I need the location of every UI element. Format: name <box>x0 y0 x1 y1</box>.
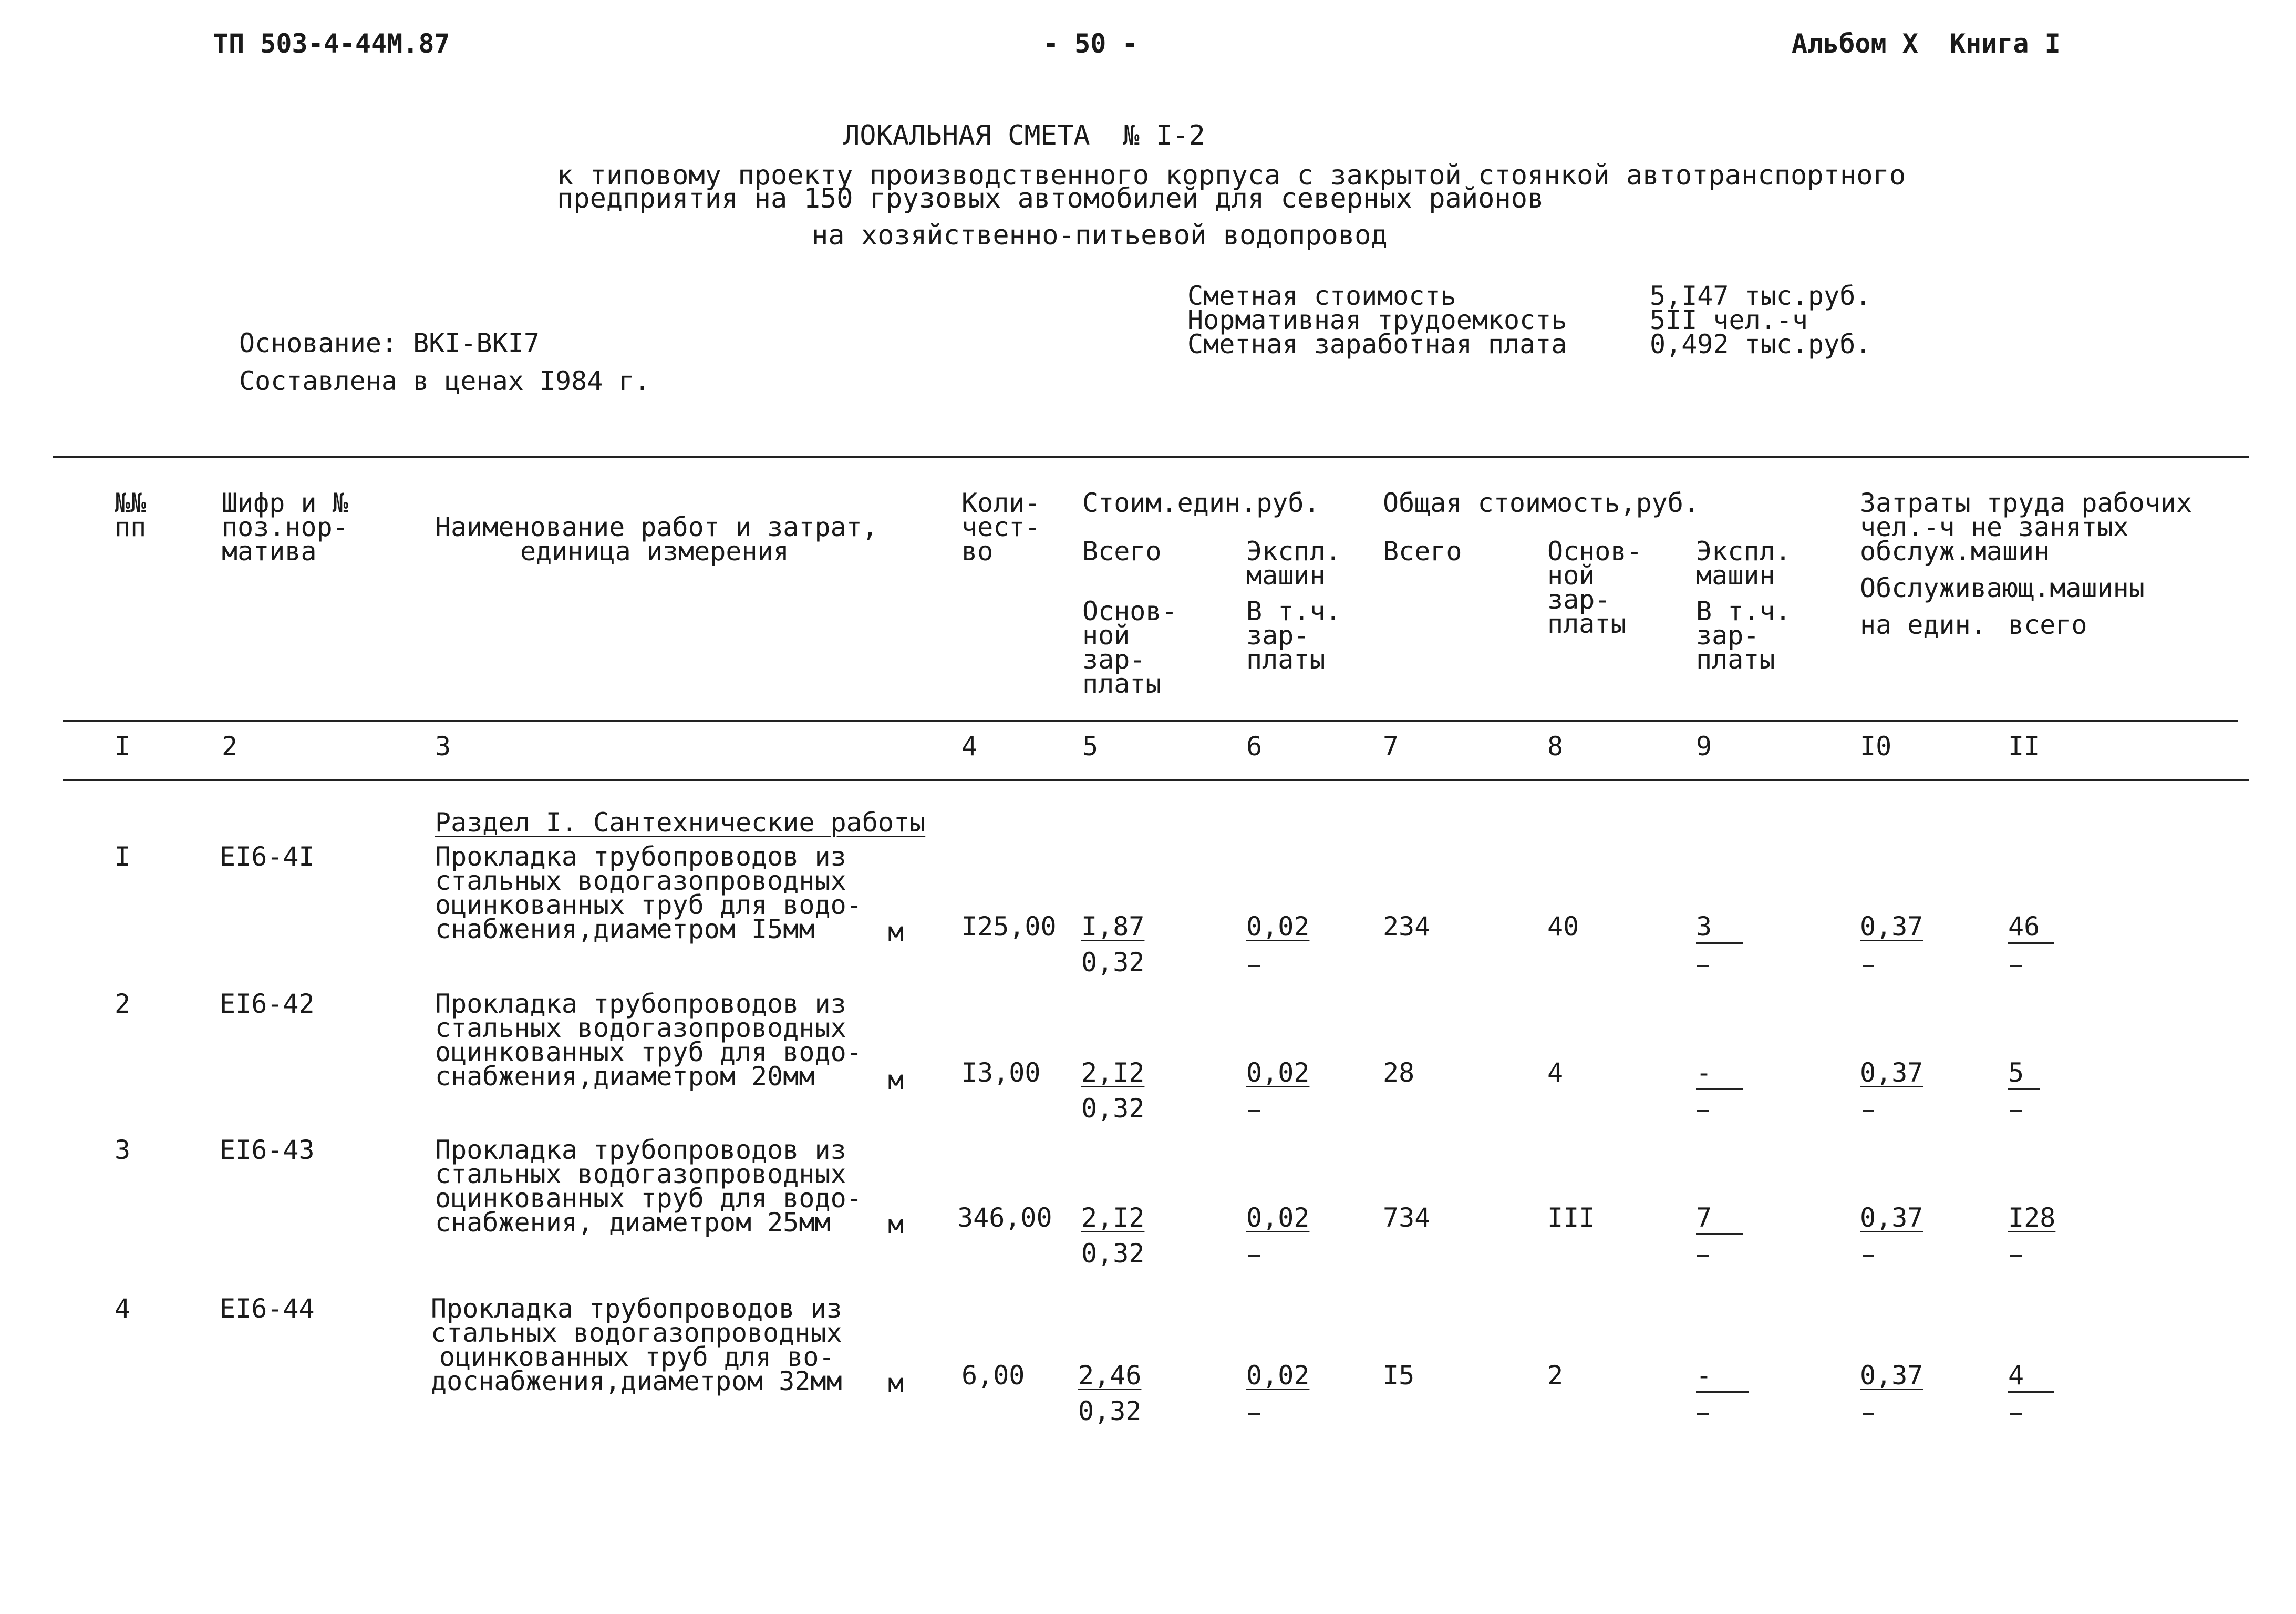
col3-header-line1: Наименование работ и затрат, <box>435 512 878 542</box>
col3-header-line2: единица измерения <box>520 536 789 567</box>
unit-machines-wages-dash <box>1248 1255 1260 1257</box>
column-number: 8 <box>1547 731 1564 762</box>
unit-cost-machines: 0,02 <box>1246 911 1310 942</box>
album-label: Альбом Х Книга I <box>1792 28 2061 59</box>
col1-header-line2: пп <box>115 512 147 542</box>
work-name-line: Прокладка трубопроводов из <box>435 841 846 872</box>
col2-header-line1: Шифр и № <box>222 488 348 518</box>
work-name-line: Прокладка трубопроводов из <box>435 989 846 1019</box>
labor-machines-unit-dash <box>1863 965 1874 967</box>
work-name-line: снабжения, диаметром 25мм <box>435 1207 831 1238</box>
col9-header-machines-line2: машин <box>1696 560 1775 591</box>
unit-cost-wages: 0,32 <box>1081 1093 1145 1124</box>
col5-header-wages-line4: платы <box>1082 669 1162 699</box>
work-name-line: оцинкованных труб для водо- <box>435 1037 862 1067</box>
total-machines-underline <box>1696 942 1743 944</box>
norm-code: ЕI6-43 <box>220 1135 315 1165</box>
summary-label-wages: Сметная заработная плата <box>1187 329 1567 359</box>
col4-header-line3: во <box>961 536 994 567</box>
labor-group-header-line1: Затраты труда рабочих <box>1860 488 2192 518</box>
unit-cost-total: 2,46 <box>1078 1360 1142 1391</box>
project-description-line2: предприятия на 150 грузовых автомобилей для северных районов <box>557 183 1544 214</box>
column-number: I <box>115 731 131 762</box>
col5-header-wages-line1: Основ- <box>1082 596 1177 626</box>
unit: м <box>888 1368 904 1399</box>
page-number: - 50 - <box>1043 28 1138 59</box>
column-number: 4 <box>961 731 978 762</box>
unit: м <box>888 1209 904 1240</box>
summary-value-cost: 5,I47 тыс.руб. <box>1650 281 1871 311</box>
work-name-line: оцинкованных труб для во- <box>439 1342 835 1372</box>
quantity: 346,00 <box>957 1202 1052 1233</box>
col10-header: на един. <box>1860 610 1987 640</box>
quantity: I25,00 <box>961 911 1057 942</box>
work-name-line: Прокладка трубопроводов из <box>431 1293 842 1324</box>
column-number: 5 <box>1082 731 1099 762</box>
col2-header-line2: поз.нор- <box>222 512 348 542</box>
labor-machines-unit-dash <box>1863 1255 1874 1257</box>
labor-per-unit: 0,37 <box>1860 1360 1923 1391</box>
work-name-line: доснабжения,диаметром 32мм <box>431 1366 842 1396</box>
total-wages: 2 <box>1547 1360 1564 1391</box>
total-machines: - <box>1696 1057 1712 1088</box>
total-wages: 40 <box>1547 911 1579 942</box>
col6-header-wages-line2: зар- <box>1246 620 1310 651</box>
row-number: 4 <box>115 1293 131 1324</box>
total-machines-wages-dash <box>1697 1255 1709 1257</box>
column-number: 2 <box>222 731 238 762</box>
col6-header-wages-line1: В т.ч. <box>1246 596 1341 626</box>
labor-total-underline <box>2008 1088 2040 1090</box>
labor-group-header-line2: чел.-ч не занятых <box>1860 512 2129 542</box>
labor-machines-total-dash <box>2010 1110 2022 1112</box>
labor-machines-total-dash <box>2010 965 2022 967</box>
unit-machines-wages-dash <box>1248 1413 1260 1415</box>
col6-header-machines-line2: машин <box>1246 560 1326 591</box>
col6-header-wages-line3: платы <box>1246 644 1326 675</box>
summary-label-labor: Нормативная трудоемкость <box>1187 305 1567 335</box>
basis-line: Основание: ВКI-ВКI7 <box>239 328 540 358</box>
total-cost: 28 <box>1383 1057 1415 1088</box>
col7-header: Всего <box>1383 536 1462 567</box>
col6-header-machines-line1: Экспл. <box>1246 536 1341 567</box>
section-title: Раздел I. Сантехнические работы <box>435 807 926 838</box>
column-number: I0 <box>1860 731 1892 762</box>
col1-header-line1: №№ <box>115 488 147 518</box>
summary-value-wages: 0,492 тыс.руб. <box>1650 329 1871 359</box>
summary-label-cost: Сметная стоимость <box>1187 281 1456 311</box>
column-number: II <box>2008 731 2040 762</box>
norm-code: ЕI6-42 <box>220 989 315 1019</box>
col2-header-line3: матива <box>222 536 317 567</box>
col8-header-line4: платы <box>1547 609 1627 639</box>
row-number: 3 <box>115 1135 131 1165</box>
estimate-title: ЛОКАЛЬНАЯ СМЕТА № I-2 <box>843 120 1205 151</box>
project-description-line1: к типовому проекту производственного корпуса с закрытой стоянкой автотранспортного <box>557 160 1906 191</box>
total-machines: 7 <box>1696 1202 1712 1233</box>
unit: м <box>888 1065 904 1095</box>
col4-header-line2: чест- <box>961 512 1041 542</box>
labor-total: 4 <box>2008 1360 2024 1391</box>
unit-cost-total: I,87 <box>1081 911 1145 942</box>
unit: м <box>888 917 904 947</box>
labor-total: 46 <box>2008 911 2040 942</box>
labor-total-underline <box>2008 942 2054 944</box>
col5-header-wages-line2: ной <box>1082 620 1130 651</box>
col9-header-wages-line2: зар- <box>1696 620 1760 651</box>
column-number-rule <box>63 779 2249 781</box>
col8-header-line1: Основ- <box>1547 536 1642 567</box>
unit-cost-wages: 0,32 <box>1081 1238 1145 1269</box>
labor-group-header-line3: обслуж.машин <box>1860 536 2050 567</box>
column-number: 6 <box>1246 731 1263 762</box>
work-name-line: стальных водогазопроводных <box>435 1159 846 1189</box>
document-code: ТП 503-4-44М.87 <box>213 28 450 59</box>
col5-header-total: Всего <box>1082 536 1162 567</box>
total-machines-underline <box>1696 1233 1743 1235</box>
labor-total-underline <box>2008 1391 2054 1393</box>
unit-machines-wages-dash <box>1248 965 1260 967</box>
work-name-line: снабжения,диаметром 20мм <box>435 1061 815 1092</box>
work-name-line: стальных водогазопроводных <box>431 1318 842 1348</box>
column-number: 7 <box>1383 731 1399 762</box>
labor-machines-unit-dash <box>1863 1413 1874 1415</box>
work-name-line: стальных водогазопроводных <box>435 866 846 896</box>
labor-subgroup-header: Обслуживающ.машины <box>1860 573 2145 603</box>
unit-cost-total: 2,I2 <box>1081 1057 1145 1088</box>
header-rule <box>63 720 2238 722</box>
row-number: 2 <box>115 989 131 1019</box>
col9-header-wages-line3: платы <box>1696 644 1775 675</box>
unit-cost-group-header: Стоим.един.руб. <box>1082 488 1320 518</box>
total-machines-underline <box>1696 1088 1743 1090</box>
col9-header-wages-line1: В т.ч. <box>1696 596 1791 626</box>
unit-machines-wages-dash <box>1248 1110 1260 1112</box>
total-machines-underline <box>1696 1391 1749 1393</box>
price-base-line: Составлена в ценах I984 г. <box>239 366 650 396</box>
unit-cost-wages: 0,32 <box>1081 947 1145 978</box>
col5-header-wages-line3: зар- <box>1082 644 1146 675</box>
col8-header-line2: ной <box>1547 560 1595 591</box>
unit-cost-machines: 0,02 <box>1246 1360 1310 1391</box>
estimate-subject: на хозяйственно-питьевой водопровод <box>812 220 1388 251</box>
work-name-line: оцинкованных труб для водо- <box>435 890 862 920</box>
unit-cost-machines: 0,02 <box>1246 1057 1310 1088</box>
quantity: I3,00 <box>961 1057 1041 1088</box>
unit-cost-wages: 0,32 <box>1078 1396 1142 1426</box>
table-top-rule <box>53 456 2249 458</box>
total-wages: 4 <box>1547 1057 1564 1088</box>
work-name-line: Прокладка трубопроводов из <box>435 1135 846 1165</box>
labor-total: 5 <box>2008 1057 2024 1088</box>
total-machines-wages-dash <box>1697 1110 1709 1112</box>
total-machines: 3 <box>1696 911 1712 942</box>
total-machines: - <box>1696 1360 1712 1391</box>
total-cost: I5 <box>1383 1360 1415 1391</box>
labor-machines-total-dash <box>2010 1255 2022 1257</box>
labor-per-unit: 0,37 <box>1860 1057 1923 1088</box>
col4-header-line1: Коли- <box>961 488 1041 518</box>
col11-header: всего <box>2008 610 2087 640</box>
total-machines-wages-dash <box>1697 965 1709 967</box>
unit-cost-machines: 0,02 <box>1246 1202 1310 1233</box>
labor-per-unit: 0,37 <box>1860 911 1923 942</box>
norm-code: ЕI6-4I <box>220 841 315 872</box>
work-name-line: оцинкованных труб для водо- <box>435 1183 862 1214</box>
summary-value-labor: 5II чел.-ч <box>1650 305 1808 335</box>
quantity: 6,00 <box>961 1360 1025 1391</box>
unit-cost-total: 2,I2 <box>1081 1202 1145 1233</box>
col8-header-line3: зар- <box>1547 584 1611 615</box>
work-name-line: снабжения,диаметром I5мм <box>435 914 815 944</box>
labor-per-unit: 0,37 <box>1860 1202 1923 1233</box>
labor-total: I28 <box>2008 1202 2056 1233</box>
total-wages: III <box>1547 1202 1595 1233</box>
total-cost: 734 <box>1383 1202 1431 1233</box>
norm-code: ЕI6-44 <box>220 1293 315 1324</box>
column-number: 9 <box>1696 731 1712 762</box>
col9-header-machines-line1: Экспл. <box>1696 536 1791 567</box>
total-machines-wages-dash <box>1697 1413 1709 1415</box>
work-name-line: стальных водогазопроводных <box>435 1013 846 1043</box>
labor-machines-unit-dash <box>1863 1110 1874 1112</box>
total-cost: 234 <box>1383 911 1431 942</box>
column-number: 3 <box>435 731 451 762</box>
labor-machines-total-dash <box>2010 1413 2022 1415</box>
total-cost-group-header: Общая стоимость,руб. <box>1383 488 1700 518</box>
row-number: I <box>115 841 131 872</box>
